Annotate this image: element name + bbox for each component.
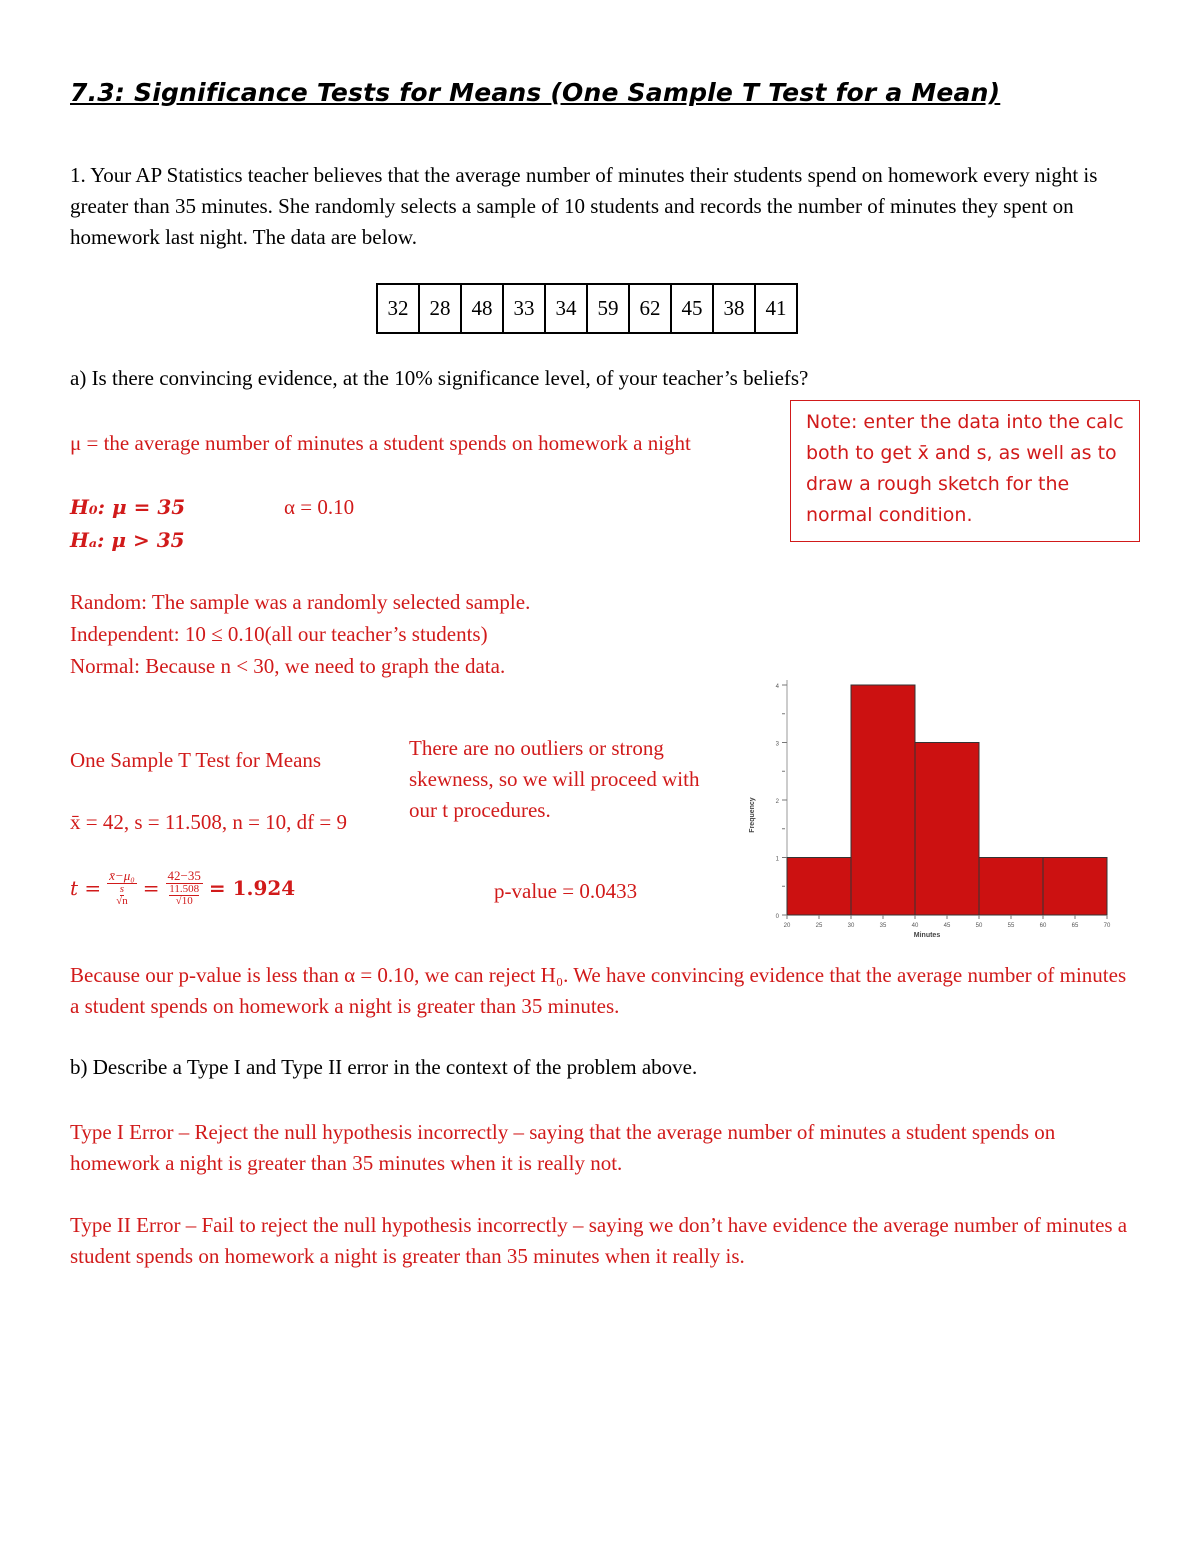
question-1-text: 1. Your AP Statistics teacher believes that the average number of minutes their students spend on homework every night is greater than 35 minutes. She randomly selects a sample of 10 students and records the number of minutes they spent on homework last night. The data are below. — [70, 163, 1098, 249]
data-cell: 62 — [629, 284, 671, 333]
alpha-level: α = 0.10 — [284, 495, 355, 519]
t-numerator: x̄−μ₀ — [109, 868, 135, 883]
data-cell: 28 — [419, 284, 461, 333]
t-denominator-numeric — [167, 884, 201, 907]
x-tick-label: 50 — [975, 923, 983, 929]
y-tick-label: 4 — [775, 684, 779, 690]
p-value: p-value = 0.0433 — [494, 879, 638, 903]
x-tick-label: 30 — [847, 923, 855, 929]
type-1-error: Type I Error – Reject the null hypothesis incorrectly – saying that the average number of minutes a student spends on homework a night is greater than 35 minutes when it is really not. — [70, 1120, 1056, 1175]
t-equals: t = — [70, 875, 102, 900]
test-name: One Sample T Test for Means — [70, 748, 322, 772]
data-cell: 48 — [461, 284, 503, 333]
type-2-error: Type II Error – Fail to reject the null hypothesis incorrectly – saying we don’t have evidence the average number of minutes a student spends on homework a night is greater than 35 minutes when it really is. — [70, 1213, 1128, 1268]
t-result: = 1.924 — [208, 875, 296, 900]
x-tick-label: 45 — [943, 923, 951, 929]
y-tick-label: 2 — [775, 799, 779, 805]
random-condition: Random: The sample was a randomly selected sample. — [70, 590, 531, 614]
no-outliers-note: There are no outliers or strong skewness, so we will proceed with our t procedures. — [409, 736, 700, 822]
note-box: Note: enter the data into the calc both to get x̄ and s, as well as to draw a rough sketch for the normal condition. — [790, 400, 1140, 542]
data-cell: 33 — [503, 284, 545, 333]
data-cell: 32 — [377, 284, 419, 333]
y-tick-label: 0 — [775, 914, 779, 920]
part-a-question: a) Is there convincing evidence, at the 10% significance level, of your teacher’s beliefs? — [70, 366, 809, 390]
data-cell: 34 — [545, 284, 587, 333]
t-den-s: s — [119, 883, 125, 895]
x-tick-label: 60 — [1039, 923, 1047, 929]
null-hypothesis: H₀: μ = 35 — [70, 495, 186, 519]
t-den-sqrt-n: √n — [116, 895, 128, 907]
x-tick-label: 40 — [911, 923, 919, 929]
data-cell: 38 — [713, 284, 755, 333]
x-tick-label: 55 — [1007, 923, 1015, 929]
histogram-bar — [915, 743, 979, 916]
data-cell: 45 — [671, 284, 713, 333]
t-den-sqrt-numeric: √10 — [175, 895, 193, 907]
x-tick-label: 65 — [1071, 923, 1079, 929]
x-axis-label: Minutes — [913, 932, 941, 939]
normal-condition: Normal: Because n < 30, we need to graph the data. — [70, 654, 506, 678]
conclusion: Because our p-value is less than α = 0.10, we can reject H₀. We have convincing evidence that the average number of minutes a student spends on homework a night is greater than 35 minutes. — [70, 963, 1127, 1018]
t-den-s-numeric: 11.508 — [169, 883, 200, 895]
x-tick-label: 25 — [815, 923, 823, 929]
x-tick-label: 70 — [1103, 923, 1111, 929]
t-fraction-numeric — [166, 868, 203, 907]
data-row — [377, 284, 797, 333]
independent-condition: Independent: 10 ≤ 0.10(all our teacher’s students) — [70, 622, 488, 646]
histogram-bar — [979, 858, 1043, 916]
histogram-bar — [851, 685, 915, 915]
t-numerator-numeric: 42−35 — [167, 868, 201, 883]
t-fraction-symbolic — [107, 868, 137, 907]
page-title: 7.3: Significance Tests for Means (One Sample T Test for a Mean) — [70, 78, 1001, 107]
t-denominator — [114, 884, 130, 907]
equals-sign: = — [142, 875, 160, 900]
histogram-bar — [787, 858, 851, 916]
histogram-bar — [1043, 858, 1107, 916]
t-statistic-formula — [70, 868, 295, 907]
histogram — [740, 670, 1130, 950]
x-tick-label: 35 — [879, 923, 887, 929]
mu-definition: μ = the average number of minutes a student spends on homework a night — [70, 431, 691, 455]
data-cell: 41 — [755, 284, 797, 333]
sample-statistics: x̄ = 42, s = 11.508, n = 10, df = 9 — [70, 810, 348, 834]
y-tick-label: 3 — [775, 741, 779, 748]
data-cell: 59 — [587, 284, 629, 333]
x-tick-label: 20 — [783, 923, 791, 929]
alternative-hypothesis: Hₐ: μ > 35 — [70, 528, 185, 552]
part-b-question: b) Describe a Type I and Type II error in the context of the problem above. — [70, 1055, 698, 1079]
y-axis-label: Frequency — [749, 797, 756, 833]
y-tick-label: 1 — [775, 856, 779, 863]
data-table — [376, 283, 798, 334]
